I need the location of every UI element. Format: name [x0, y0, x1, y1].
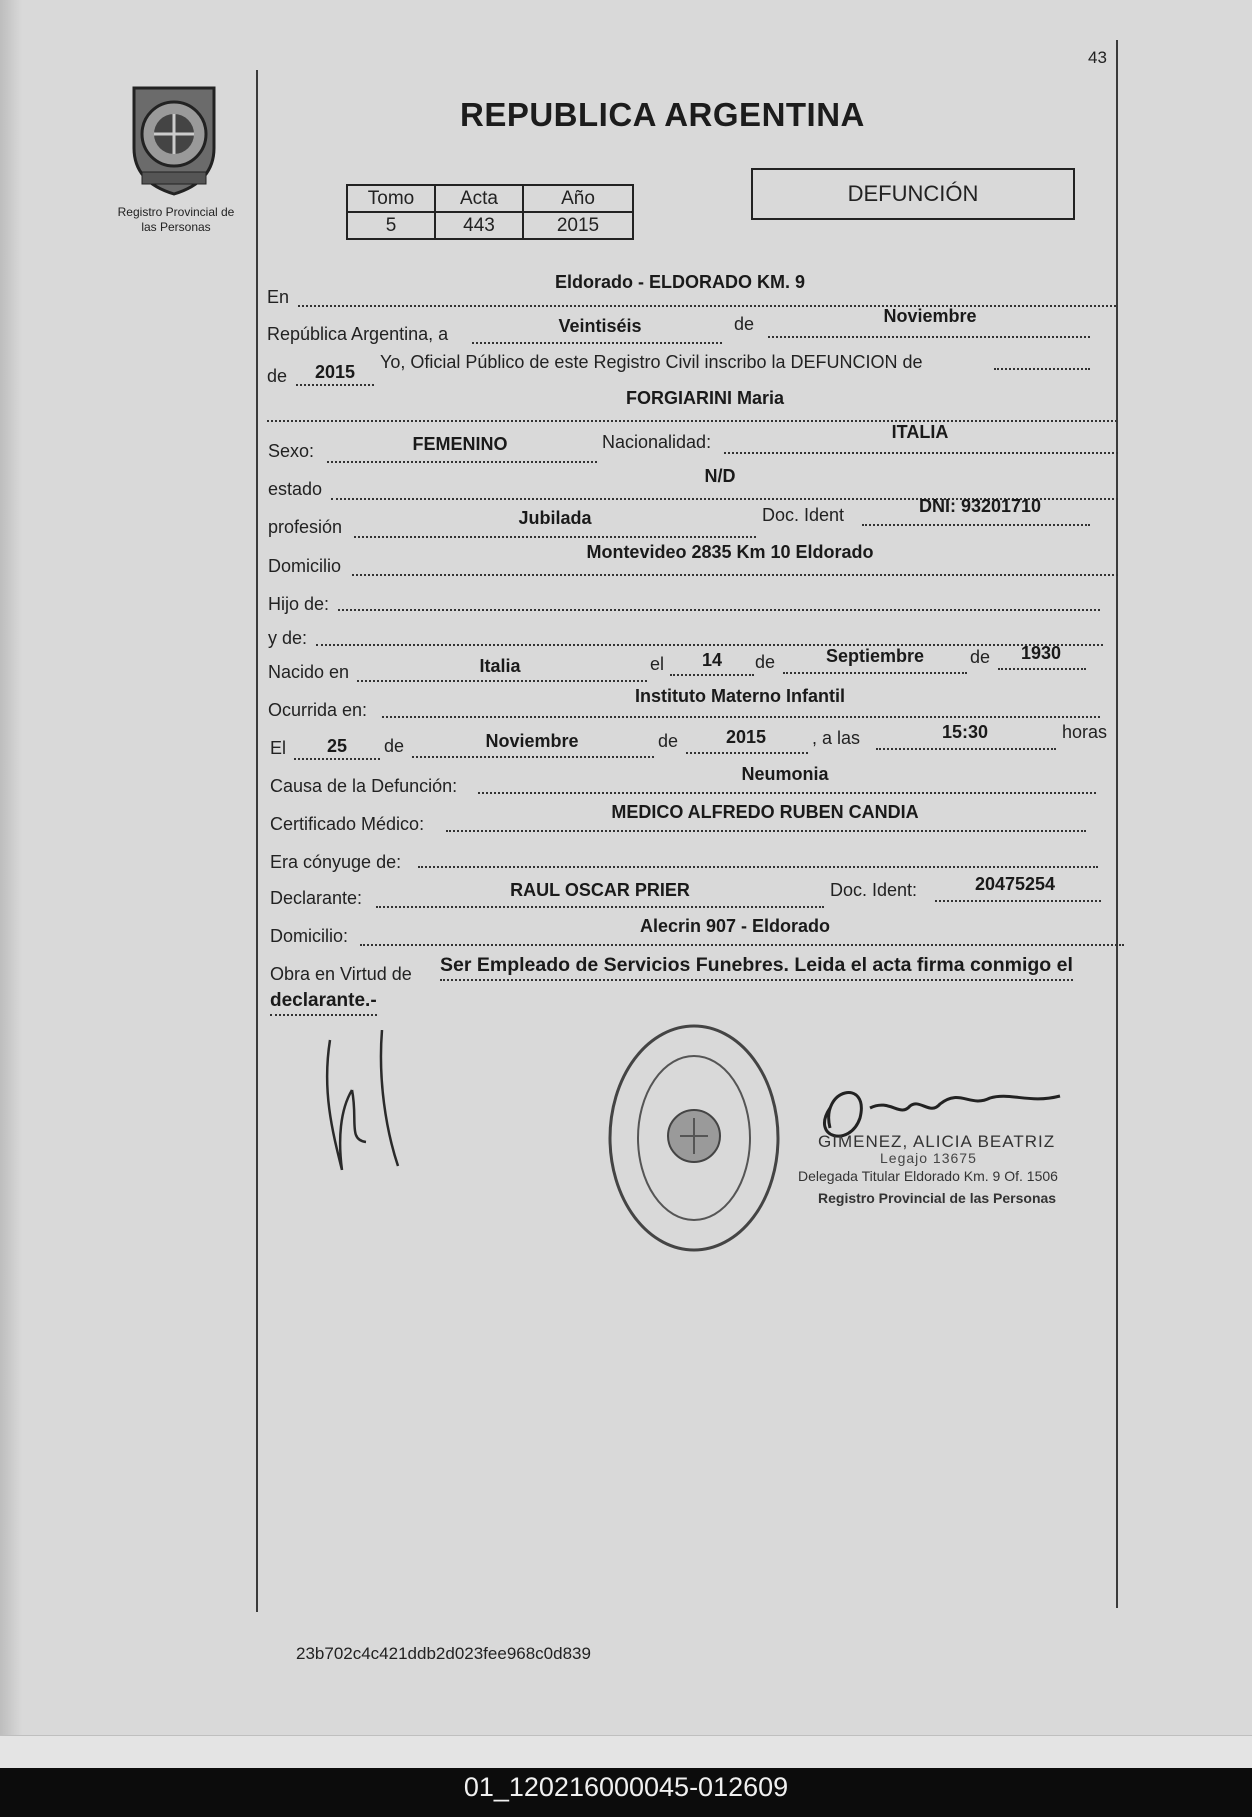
El-label: El — [270, 738, 287, 758]
country-title: REPUBLICA ARGENTINA — [460, 96, 865, 133]
year-dots — [296, 384, 374, 386]
nacido-en-value: Italia — [479, 656, 521, 676]
nacido-label: Nacido en — [268, 662, 350, 682]
obra-text-line2: declarante.- — [270, 990, 377, 1016]
yde-label: y de: — [268, 628, 308, 648]
page-edge-shadow — [0, 0, 22, 1768]
certificado-value: MEDICO ALFREDO RUBEN CANDIA — [611, 802, 919, 822]
ocurrida-label: Ocurrida en: — [268, 700, 368, 720]
profesion-label: profesión — [268, 517, 343, 537]
declarante-value: RAUL OSCAR PRIER — [510, 880, 690, 900]
page-number: 43 — [1088, 48, 1107, 67]
official-registry: Registro Provincial de las Personas — [818, 1190, 1057, 1206]
official-legajo: Legajo 13675 — [880, 1150, 977, 1166]
obra-label: Obra en Virtud de — [270, 964, 412, 984]
record-table-value-row — [347, 212, 633, 239]
ocurrida-dots — [382, 716, 1100, 718]
doc-dots — [862, 524, 1090, 526]
record-type-box: DEFUNCIÓN — [751, 168, 1075, 220]
de-label-4: de — [970, 647, 991, 667]
declarante-dots — [376, 906, 824, 908]
nacionalidad-label: Nacionalidad: — [602, 432, 712, 452]
nacido-dots — [357, 680, 647, 682]
causa-label: Causa de la Defunción: — [270, 776, 458, 796]
domicilio-dots — [352, 574, 1118, 576]
declarante-doc-dots — [935, 900, 1101, 902]
doc2-label: Doc. Ident: — [830, 880, 918, 900]
official-stamp-icon — [604, 1018, 784, 1258]
official-role: Delegada Titular Eldorado Km. 9 Of. 1506 — [798, 1168, 1058, 1184]
day-dots — [472, 342, 722, 344]
record-header-acta: Acta — [435, 185, 523, 212]
sexo-dots — [327, 461, 597, 463]
profesion-value: Jubilada — [518, 508, 592, 528]
deceased-name-value: FORGIARINI Maria — [625, 388, 785, 408]
domicilio2-label: Domicilio: — [270, 926, 349, 946]
birth-year-value: 1930 — [1020, 643, 1062, 663]
record-value-anio: 2015 — [523, 212, 633, 239]
profesion-dots — [354, 536, 756, 538]
nacionalidad-value: ITALIA — [891, 422, 949, 442]
birth-year-dots — [998, 668, 1086, 670]
republic-label: República Argentina, a — [267, 324, 449, 344]
estado-value: N/D — [704, 466, 736, 486]
officer-text: Yo, Oficial Público de este Registro Civil inscribo la DEFUNCION de — [380, 352, 923, 372]
death-time-value: 15:30 — [941, 722, 989, 742]
certificado-dots — [446, 830, 1086, 832]
official-name: GIMENEZ, ALICIA BEATRIZ — [818, 1132, 1056, 1151]
domicilio-value: Montevideo 2835 Km 10 Eldorado — [586, 542, 874, 562]
yde-dots — [316, 644, 1103, 646]
causa-value: Neumonia — [741, 764, 829, 784]
en-label: En — [267, 287, 290, 307]
next-page-strip — [0, 1735, 1252, 1768]
document-hash: 23b702c4c421ddb2d023fee968c0d839 — [296, 1644, 591, 1663]
record-table-header-row — [347, 185, 633, 212]
death-time-dots — [876, 748, 1056, 750]
alas-label: , a las — [812, 728, 861, 748]
declarante-doc-value: 20475254 — [974, 874, 1056, 894]
death-month-value: Noviembre — [485, 731, 579, 751]
de-label-3: de — [755, 652, 776, 672]
footer-file-id: 01_120216000045-012609 — [463, 1772, 789, 1802]
causa-dots — [478, 792, 1096, 794]
conyuge-dots — [418, 866, 1098, 868]
hijo-label: Hijo de: — [268, 594, 330, 614]
de-label-1: de — [734, 314, 755, 334]
declarante-domicilio-dots — [360, 944, 1124, 946]
sexo-value: FEMENINO — [412, 434, 508, 454]
horas-label: horas — [1062, 722, 1108, 742]
birth-day-dots — [670, 674, 754, 676]
estado-label: estado — [268, 479, 323, 499]
doc-label: Doc. Ident — [762, 505, 845, 525]
province-seal-icon — [120, 78, 228, 198]
day-words-value: Veintiséis — [558, 316, 642, 336]
certificado-label: Certificado Médico: — [270, 814, 425, 834]
death-day-dots — [294, 758, 380, 760]
hijo-dots — [338, 609, 1100, 611]
month-value: Noviembre — [883, 306, 977, 326]
year-value: 2015 — [314, 362, 356, 382]
birth-month-dots — [783, 672, 967, 674]
left-frame-line — [256, 70, 258, 1612]
month-dots — [768, 336, 1090, 338]
place-value: Eldorado - ELDORADO KM. 9 — [554, 272, 805, 292]
death-year-dots — [686, 752, 808, 754]
right-frame-line — [1116, 40, 1118, 1608]
record-header-anio: Año — [523, 185, 633, 212]
doc-value: DNI: 93201710 — [918, 496, 1042, 516]
declarante-domicilio-value: Alecrin 907 - Eldorado — [639, 916, 831, 936]
de-label-2: de — [267, 366, 288, 386]
nacionalidad-dots — [724, 452, 1118, 454]
declarant-signature — [312, 1030, 422, 1180]
birth-month-value: Septiembre — [825, 646, 925, 666]
declarante-label: Declarante: — [270, 888, 363, 908]
domicilio-label: Domicilio — [268, 556, 342, 576]
conyuge-label: Era cónyuge de: — [270, 852, 402, 872]
death-year-value: 2015 — [725, 727, 767, 747]
record-value-acta: 443 — [435, 212, 523, 239]
officer-dots — [994, 368, 1090, 370]
record-header-tomo: Tomo — [347, 185, 435, 212]
sexo-label: Sexo: — [268, 441, 315, 461]
record-table — [346, 184, 634, 240]
de-label-6: de — [658, 731, 679, 751]
death-month-dots — [412, 756, 654, 758]
de-label-5: de — [384, 736, 405, 756]
birth-day-value: 14 — [701, 650, 723, 670]
registry-label: Registro Provincial de las Personas — [117, 205, 235, 234]
ocurrida-value: Instituto Materno Infantil — [635, 686, 845, 706]
el-label: el — [650, 654, 665, 674]
obra-text-line1: Ser Empleado de Servicios Funebres. Leida el acta firma conmigo el — [440, 954, 1073, 981]
record-value-tomo: 5 — [347, 212, 435, 239]
death-day-value: 25 — [326, 736, 348, 756]
